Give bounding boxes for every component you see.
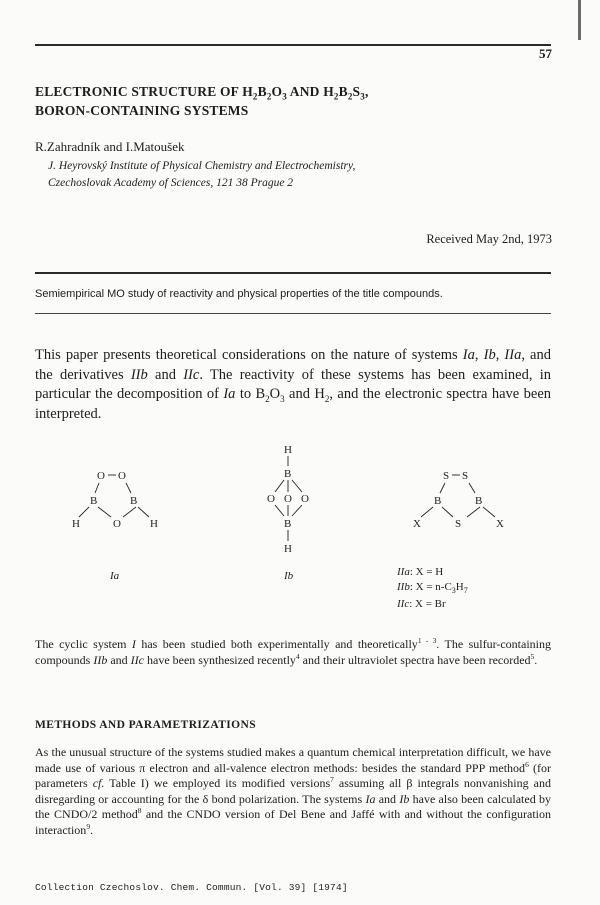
authors: R.Zahradník and I.Matoušek: [35, 139, 185, 154]
Ia-atom-h2: H: [150, 518, 158, 530]
Ib-atom-o1: O: [267, 493, 275, 505]
abstract: Semiempirical MO study of reactivity and physical properties of the title compounds.: [35, 288, 443, 300]
structure-II: [413, 470, 504, 530]
structure-Ia: [72, 470, 158, 582]
scan-page-edge: [578, 0, 581, 40]
II-atom-s2: S: [462, 470, 469, 482]
Ia-atom-o3: O: [113, 518, 121, 530]
abstract-bottom-rule: [35, 313, 551, 314]
title-line-1: ELECTRONIC STRUCTURE OF $H_2B_2O_3$ AND $H_2B_2S_3$,: [35, 84, 369, 102]
paragraph-methods: As the unusual structure of the systems studied makes a quantum chemical interpretation difficult, we have made use of various π electron and all-valence electron methods: besides the standard PPP method$^6$ (for parameters cf. Table I) we employed its modified versions$^7$ assuming all β integrals nonvanishing and disregarding or accounting for the δ bond polarization. The systems Ia and Ib have also been calculated by the CNDO/2 method$^8$ and the CNDO version of Del Bene and Jaffé with and without the configuration interaction$^9$.: [35, 745, 552, 837]
affiliation-line-2: Czechoslovak Academy of Sciences, 121 38 Prague 2: [48, 177, 294, 189]
Ib-atom-h-bot: H: [284, 543, 292, 555]
Ib-atom-o3: O: [301, 493, 309, 505]
Ib-atom-b-top: B: [284, 468, 292, 480]
IIb-definition: IIb: $X = n-C_3H_7$: [397, 581, 468, 595]
abstract-top-rule: [35, 272, 551, 274]
Ib-label: Ib: [284, 570, 294, 582]
paper-title: [35, 82, 369, 120]
Ib-atom-b-bot: B: [284, 518, 292, 530]
IIa-definition: IIa: X = H: [397, 566, 444, 578]
II-atom-x2: X: [496, 518, 504, 530]
received-date: Received May 2nd, 1973: [426, 232, 552, 246]
II-atom-s3: S: [455, 518, 462, 530]
journal-footer: Collection Czechoslov. Chem. Commun. [Vol. 39] [1974]: [35, 882, 348, 893]
II-definitions: [396, 566, 468, 610]
Ib-atom-h-top: H: [284, 444, 292, 456]
affiliation-line-1: J. Heyrovský Institute of Physical Chemistry and Electrochemistry,: [48, 160, 356, 172]
structure-figure: [35, 435, 565, 615]
affiliation: [48, 158, 468, 192]
header-rule: [35, 44, 551, 46]
II-atom-b1: B: [434, 495, 442, 507]
II-atom-s1: S: [443, 470, 450, 482]
II-atom-x1: X: [413, 518, 421, 530]
title-line-2: BORON-CONTAINING SYSTEMS: [35, 103, 249, 118]
structure-Ib: [267, 444, 309, 582]
Ia-atom-h1: H: [72, 518, 80, 530]
section-heading-methods: METHODS AND PARAMETRIZATIONS: [35, 719, 256, 731]
Ia-atom-o1: O: [97, 470, 105, 482]
Ia-atom-b2: B: [130, 495, 138, 507]
Ia-label: Ia: [110, 570, 120, 582]
paragraph-cyclic-system: The cyclic system I has been studied both experimentally and theoretically$^{1 - 3}$. The sulfur-containing compounds IIb and IIc have been synthesized recently$^4$ and their ultraviolet spectra have been recorded$^5$.: [35, 636, 551, 667]
page-number: 57: [539, 46, 552, 61]
intro-paragraph: This paper presents theoretical considerations on the nature of systems Ia, Ib, IIa, and the derivatives IIb and IIc. The reactivity of these systems has been examined, in particular the decomposition of Ia to $B_2O_3$ and $H_2$, and the electronic spectra have been interpreted.: [35, 347, 552, 422]
IIc-definition: IIc: X = Br: [397, 598, 446, 610]
Ia-atom-o2: O: [118, 470, 126, 482]
Ia-atom-b1: B: [90, 495, 98, 507]
structure-drawings: [35, 435, 565, 615]
Ib-atom-o2: O: [284, 493, 292, 505]
II-atom-b2: B: [475, 495, 483, 507]
